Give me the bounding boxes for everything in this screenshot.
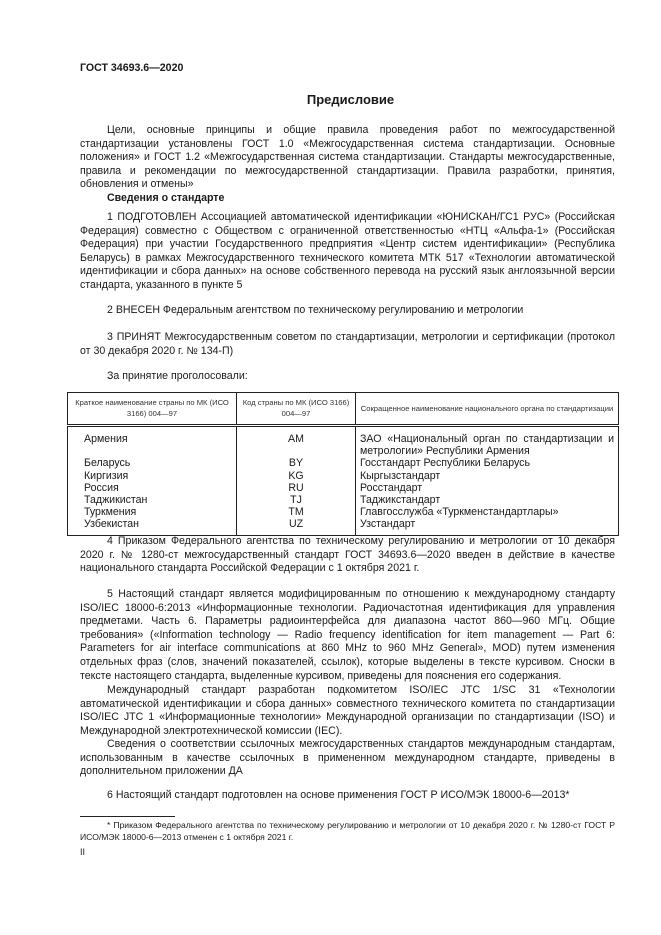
table-row	[68, 482, 619, 494]
country-cell: Туркмения	[68, 506, 237, 518]
code-cell: TJ	[237, 494, 356, 506]
code-cell: RU	[237, 482, 356, 494]
code-cell: UZ	[237, 518, 356, 535]
table-header-row	[68, 393, 619, 426]
country-cell: Беларусь	[68, 457, 237, 469]
footnote-divider	[80, 816, 175, 817]
country-cell: Армения	[68, 426, 237, 458]
page-title: Предисловие	[306, 92, 395, 107]
item-5: 5 Настоящий стандарт является модифицированным по отношению к международному стандарту ISO/IEC 18000-6:2013 «Информационные технологии. Радиочастотная идентификация для управления предметами. Часть 6. Параметры радиоинтерфейса для диапазона частот 860—960 МГц. Общие требования» («Information technology — Radio frequency identification for item management — Part 6: Parameters for air interface communications at 860 MHz to 960 MHz General», MOD) путем изменения отдельных фраз (слов, значений показателей, ссылок), которые выделены в тексте курсивом. Сноски в тексте настоящего стандарта, выделенные курсивом, приведены для пояснения его содержания.	[80, 588, 615, 682]
page-number: II	[80, 847, 86, 857]
body-cell: Кыргызстандарт	[356, 470, 619, 482]
country-cell: Россия	[68, 482, 237, 494]
column-header-body: Сокращенное наименование национального органа по стандартизации	[356, 393, 619, 426]
column-header-country: Краткое наименование страны по МК (ИСО 3166) 004—97	[68, 393, 237, 426]
item-5-paragraph-3: Сведения о соответствии ссылочных межгосударственных стандартов международным стандартам, использованным в качестве ссылочных в примененном международном стандарте, приведены в дополнительном приложении ДА	[80, 738, 615, 778]
body-cell: Таджикстандарт	[356, 494, 619, 506]
intro-paragraph: Цели, основные принципы и общие правила проведения работ по межгосударственной стандартизации установлены ГОСТ 1.0 «Межгосударственная система стандартизации. Основные положения» и ГОСТ 1.2 «Межгосударственная система стандартизации. Стандарты межгосударственные, правила и рекомендации по межгосударственной стандартизации. Правила разработки, принятия, обновления и отмены»	[80, 124, 615, 191]
table-row	[68, 494, 619, 506]
item-5-paragraph-2: Международный стандарт разработан подкомитетом ISO/IEC JTC 1/SC 31 «Технологии автоматической идентификации и сбора данных» совместного технического комитета по стандартизации ISO/IEC JTC 1 «Информационные технологии» Международной организации по стандартизации (ISO) и Международной электротехнической комиссии (IEC).	[80, 684, 615, 737]
country-cell: Таджикистан	[68, 494, 237, 506]
table-row	[68, 506, 619, 518]
country-cell: Киргизия	[68, 470, 237, 482]
column-header-code: Код страны по МК (ИСО 3166) 004—97	[237, 393, 356, 426]
body-cell: Главгосслужба «Туркменстандартлары»	[356, 506, 619, 518]
body-cell: Росстандарт	[356, 482, 619, 494]
code-cell: AM	[237, 426, 356, 458]
country-cell: Узбекистан	[68, 518, 237, 535]
body-cell: Узстандарт	[356, 518, 619, 535]
table-row	[68, 457, 619, 469]
item-4: 4 Приказом Федерального агентства по техническому регулированию и метрологии от 10 декабря 2020 г. № 1280-ст межгосударственный стандарт ГОСТ 34693.6—2020 введен в действие в качестве национального стандарта Российской Федерации с 1 октября 2021 г.	[80, 535, 615, 575]
table-row	[68, 518, 619, 535]
item-6: 6 Настоящий стандарт подготовлен на основе применения ГОСТ Р ИСО/МЭК 18000-6—2013*	[107, 789, 570, 801]
section-heading: Сведения о стандарте	[107, 192, 225, 204]
body-cell: Госстандарт Республики Беларусь	[356, 457, 619, 469]
code-cell: TM	[237, 506, 356, 518]
table-row	[68, 470, 619, 482]
item-3: 3 ПРИНЯТ Межгосударственным советом по стандартизации, метрологии и сертификации (протокол от 30 декабря 2020 г. № 134-П)	[80, 331, 615, 357]
footnote: * Приказом Федерального агентства по техническому регулированию и метрологии от 10 декабря 2020 г. № 1280-ст ГОСТ Р ИСО/МЭК 18000-6—2013 отменен с 1 октября 2021 г.	[80, 820, 615, 842]
code-cell: BY	[237, 457, 356, 469]
voting-table	[67, 392, 619, 536]
item-1: 1 ПОДГОТОВЛЕН Ассоциацией автоматической идентификации «ЮНИСКАН/ГС1 РУС» (Российская Федерация) совместно с Обществом с ограниченной ответственностью «НТЦ «Альфа-1» (Российская Федерация) при участии Государственного предприятия «Центр систем идентификации» (Республика Беларусь) в рамках Межгосударственного технического комитета МТК 517 «Технологии автоматической идентификации и сбора данных» на основе собственного перевода на русский язык англоязычной версии стандарта, указанного в пункте 5	[80, 211, 615, 291]
document-header: ГОСТ 34693.6—2020	[80, 62, 184, 74]
table-row	[68, 426, 619, 458]
code-cell: KG	[237, 470, 356, 482]
vote-label: За принятие проголосовали:	[107, 370, 248, 382]
body-cell: ЗАО «Национальный орган по стандартизации и метрологии» Республики Армения	[356, 426, 619, 458]
item-2: 2 ВНЕСЕН Федеральным агентством по техническому регулированию и метрологии	[107, 304, 524, 316]
